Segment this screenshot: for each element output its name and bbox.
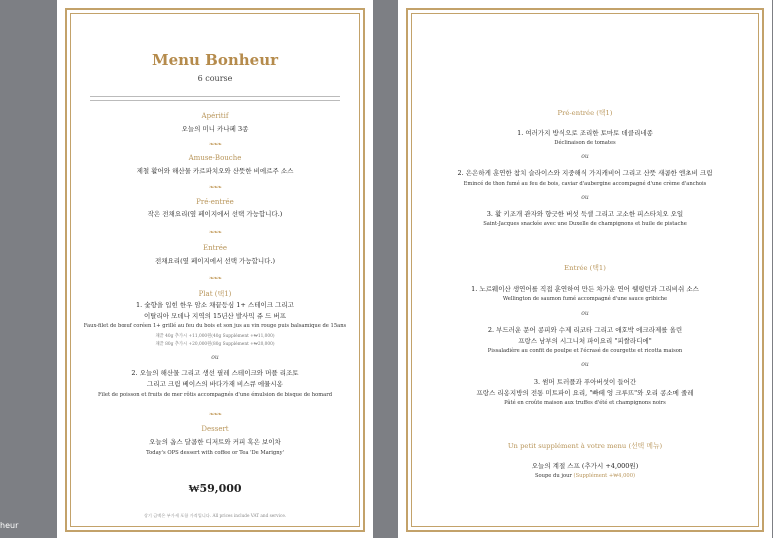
plat-ou: ou (211, 354, 219, 361)
right-entree-o3-ko-line1: 3. 썸머 트러플과 푸아버섯이 들어간 (533, 378, 637, 386)
dessert-ko: 오늘의 옵스 달콤한 디저트와 커피 혹은 보이차 (149, 438, 281, 446)
right-preentree-label: Pré-entrée (택1) (557, 109, 613, 117)
ornament-icon: ❧❧❧ (208, 141, 222, 148)
entree-label: Entrée (202, 244, 228, 252)
plat-option1-ko-line1: 1. 숯향을 입힌 한우 암소 채끝등심 1+ 스테이크 그리고 (136, 301, 294, 309)
amuse-label: Amuse-Bouche (188, 154, 242, 162)
amuse-ko: 제철 활어와 해산물 카르파치오와 산뜻한 비에르주 소스 (136, 167, 294, 175)
preentree-label: Pré-entrée (196, 198, 234, 206)
plat-option1-ko-line2: 이탈리아 모데나 지역의 15년산 발사믹 쥬 드 버프 (143, 312, 287, 320)
right-entree-o1-fr: Wellington de saumon fumé accompagné d'une sauce gribiche (502, 296, 668, 302)
right-preentree-o2-ko: 2. 은은하게 훈연한 참치 슬라이스와 지중해식 가지캐비어 그리고 산뜻 새콤한 엔초비 크림 (457, 169, 713, 177)
aperitif-label: Apéritif (201, 112, 229, 120)
right-entree-label: Entrée (택1) (564, 264, 606, 272)
supplement-fr (398, 473, 772, 479)
right-entree-o3-fr: Pâté en croûte maison aux truffes d'été et champignons noirs (504, 400, 666, 406)
dessert-label: Dessert (201, 425, 229, 433)
plat-label: Plat (택1) (198, 290, 232, 298)
right-preentree-o3-fr: Saint-Jacques snackée avec une Duxelle de champignons et huile de pistache (483, 221, 687, 227)
ornament-icon: ❧❧❧ (208, 229, 222, 236)
right-entree-o2-ko-line1: 2. 부드러운 문어 콩피와 수제 리코타 그리고 애호박 에크라제를 올린 (487, 326, 683, 334)
right-entree-ou2: ou (581, 361, 589, 368)
right-preentree-o3-ko: 3. 활 키조개 관자와 향긋한 버섯 둑셀 그리고 고소한 피스타치오 오일 (486, 210, 684, 218)
menu-price: ₩59,000 (188, 482, 242, 495)
entree-ko: 전채요리(옆 페이지에서 선택 가능합니다.) (154, 257, 276, 265)
right-entree-o2-ko-line2: 프랑스 남부의 시그니처 파이요리 "피쌀라디에" (518, 337, 652, 345)
plat-option2-ko-line2: 그리고 크림 베이스의 바다가재 비스큐 에뮬시옹 (147, 380, 283, 388)
supplement-label: Un petit supplément à votre menu (선택 메뉴) (507, 442, 663, 450)
right-preentree-o2-fr: Emincé de thon fumé au feu de bois, caviar d'aubergine accompagné d'une crème d'anchois (463, 181, 707, 187)
supplement-fr-main: Soupe du jour (534, 473, 572, 479)
left-page-content (57, 0, 373, 538)
plat-supplement-80g: 채끝 80g 추가시 +20,000원(80g Supplément +₩20,000) (155, 342, 275, 347)
plat-option2-fr: Filet de poisson et fruits de mer rôtis accompagnés d'une émulsion de bisque de homard (97, 392, 333, 398)
ornament-icon: ❧❧❧ (208, 275, 222, 282)
right-preentree-o1-fr: Déclinaison de tomates (554, 140, 616, 146)
right-entree-o2-fr: Pissaladière au confit de poulpe et l'écrasé de courgette et ricotta maison (487, 348, 683, 354)
ornament-icon: ❧❧❧ (208, 411, 222, 418)
title-divider (90, 96, 340, 101)
right-entree-o3-ko-line2: 프랑스 리옹지방의 전통 미트파이 요리, "빠떼 엉 크루뜨"와 오리 콩소메 줄레 (476, 389, 694, 397)
plat-option2-ko-line1: 2. 오늘의 해산물 그리고 생선 필레 스테이크와 머플 리조토 (131, 369, 299, 377)
right-preentree-ou1: ou (581, 153, 589, 160)
right-preentree-o1-ko: 1. 여러가지 방식으로 조리한 토마토 데클리네종 (517, 129, 653, 137)
right-menu-page (398, 0, 772, 538)
price-footnote: 상기 금액은 부가세 포함 가격입니다. All prices include VAT and service. (143, 513, 287, 518)
right-preentree-ou2: ou (581, 194, 589, 201)
supplement-ko: 오늘의 계절 스프 (추가시 +4,000원) (531, 462, 639, 470)
supplement-fr-note: (Supplément +₩4,000) (573, 473, 636, 479)
menu-subtitle: 6 course (197, 74, 233, 83)
ornament-icon: ❧❧❧ (208, 184, 222, 191)
cutoff-window-title: heur (0, 521, 19, 530)
menu-title: Menu Bonheur (151, 51, 279, 69)
dessert-fr: Today's OPS dessert with coffee or Tea 'De Marigny' (146, 450, 284, 456)
right-page-content (398, 0, 772, 538)
plat-option1-fr: Faux-filet de bœuf coréen 1+ grillé au feu du bois et son jus au vin rouge puis balsamique de 15ans (83, 323, 347, 329)
aperitif-ko: 오늘의 미니 카나페 3종 (181, 125, 249, 133)
preentree-ko: 작은 전채요리(옆 페이지에서 선택 가능합니다.) (147, 210, 283, 218)
right-entree-ou1: ou (581, 310, 589, 317)
plat-supplement-40g: 채끝 40g 추가시 +11,000원(40g Supplément +₩11,000) (155, 334, 275, 339)
right-entree-o1-ko: 1. 노르웨이산 생연어를 직접 훈연하여 만든 차가운 연어 웰링턴과 그리비쉬 소스 (471, 285, 699, 293)
left-menu-page (57, 0, 373, 538)
